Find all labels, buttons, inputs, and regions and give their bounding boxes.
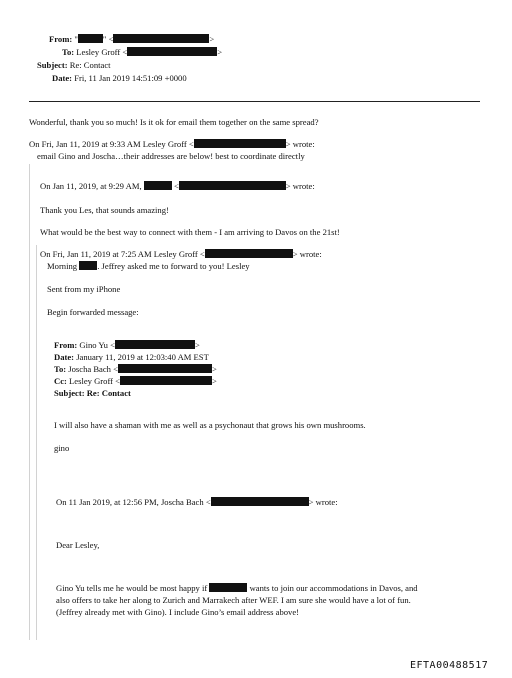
- redaction-box: [78, 34, 103, 43]
- header-from: From: " " < >: [49, 34, 215, 44]
- fwd-to: To: Joscha Bach < >: [54, 364, 217, 374]
- header-date-label: Date:: [52, 73, 73, 83]
- gino-text: I will also have a shaman with me as well as a psychonaut that grows his own mushrooms.: [54, 420, 366, 430]
- header-to: To: Lesley Groff < >: [62, 47, 223, 57]
- quote2-attribution: On Jan 11, 2019, at 9:29 AM, < > wrote:: [40, 181, 315, 191]
- redaction-box: [205, 249, 293, 258]
- quote4-attribution: On 11 Jan 2019, at 12:56 PM, Joscha Bach < > wrote:: [56, 497, 338, 507]
- quote2-text2: What would be the best way to connect with them - I am arriving to Davos on the 21st!: [40, 227, 340, 237]
- redaction-box: [127, 47, 217, 56]
- redaction-box: [113, 34, 209, 43]
- bates-number: EFTA00488517: [410, 660, 489, 671]
- quote1-attribution: On Fri, Jan 11, 2019 at 9:33 AM Lesley Groff < > wrote:: [29, 139, 315, 149]
- quote-bar: [29, 164, 30, 640]
- quote-bar: [36, 245, 37, 640]
- paragraph-line-2: also offers to take her along to Zurich and Marrakech after WEF. I am sure she would have a lot of fun.: [56, 595, 411, 605]
- fwd-from: From: Gino Yu < >: [54, 340, 200, 350]
- header-from-label: From:: [49, 34, 73, 44]
- redaction-box: [194, 139, 286, 148]
- paragraph-line-1: Gino Yu tells me he would be most happy if wants to join our accommodations in Davos, and: [56, 583, 418, 593]
- redaction-box: [79, 261, 97, 270]
- redaction-box: [211, 497, 309, 506]
- reply-text: Wonderful, thank you so much! Is it ok for email them together on the same spread?: [29, 117, 319, 127]
- quote3-text: Morning . Jeffrey asked me to forward to you! Lesley: [47, 261, 250, 271]
- greeting: Dear Lesley,: [56, 540, 100, 550]
- header-divider: [29, 101, 480, 102]
- begin-forwarded: Begin forwarded message:: [47, 307, 139, 317]
- paragraph-line-3: (Jeffrey already met with Gino). I include Gino’s email address above!: [56, 607, 300, 617]
- header-to-label: To:: [62, 47, 75, 57]
- redaction-box: [209, 583, 247, 592]
- header-date: Date: Fri, 11 Jan 2019 14:51:09 +0000: [52, 73, 187, 83]
- redaction-box: [118, 364, 212, 373]
- fwd-subject: Subject: Re: Contact: [54, 388, 131, 398]
- redaction-box: [120, 376, 212, 385]
- redaction-box: [179, 181, 286, 190]
- header-subject: Subject: Re: Contact: [37, 60, 111, 70]
- quote2-text1: Thank you Les, that sounds amazing!: [40, 205, 169, 215]
- quote3-attribution: On Fri, Jan 11, 2019 at 7:25 AM Lesley Groff < > wrote:: [40, 249, 322, 259]
- quote1-text: email Gino and Joscha…their addresses are below! best to coordinate directly: [37, 151, 305, 161]
- gino-signature: gino: [54, 443, 70, 453]
- sent-from: Sent from my iPhone: [47, 284, 121, 294]
- redaction-box: [144, 181, 172, 190]
- fwd-cc: Cc: Lesley Groff < >: [54, 376, 217, 386]
- fwd-date: Date: January 11, 2019 at 12:03:40 AM EST: [54, 352, 209, 362]
- header-subject-label: Subject:: [37, 60, 68, 70]
- redaction-box: [115, 340, 195, 349]
